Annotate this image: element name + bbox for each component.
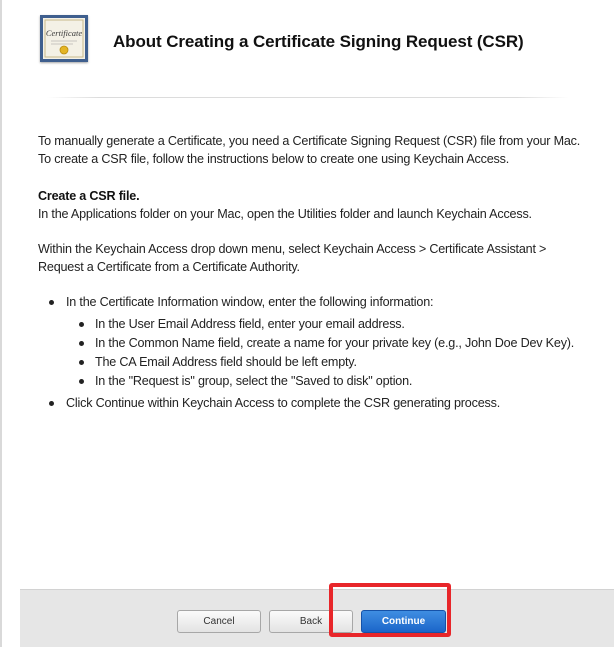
window-left-edge <box>0 0 2 647</box>
instructions-list <box>38 293 583 412</box>
keychain-menu-paragraph: Within the Keychain Access drop down menu, select Keychain Access > Certificate Assistant > Request a Certificate from a Certificate Authority. <box>38 242 547 274</box>
button-bar <box>20 589 614 647</box>
list-item-text: Click Continue within Keychain Access to complete the CSR generating process. <box>66 396 501 410</box>
page-title: About Creating a Certificate Signing Request (CSR) <box>113 32 524 51</box>
continue-button[interactable]: Continue <box>361 610 446 633</box>
applications-paragraph: In the Applications folder on your Mac, open the Utilities folder and launch Keychain Access. <box>38 207 532 221</box>
cancel-button[interactable]: Cancel <box>177 610 261 633</box>
instructions-content <box>38 132 583 415</box>
list-item-text: In the Certificate Information window, enter the following information: <box>66 295 434 309</box>
header-divider <box>47 97 569 98</box>
list-item <box>66 394 583 412</box>
list-item <box>66 293 583 390</box>
certificate-icon-label: Certificate <box>45 28 83 38</box>
back-button[interactable]: Back <box>269 610 353 633</box>
intro-paragraph: To manually generate a Certificate, you need a Certificate Signing Request (CSR) file from your Mac. To create a CSR file, follow the instructions below to create one using Keychain Access. <box>38 134 581 166</box>
certificate-icon <box>40 15 88 62</box>
sub-list-item: In the User Email Address field, enter your email address. <box>95 315 583 333</box>
sub-list-item: In the Common Name field, create a name for your private key (e.g., John Doe Dev Key). <box>95 334 583 352</box>
sub-list-item: In the "Request is" group, select the "Saved to disk" option. <box>95 372 583 390</box>
sub-instructions-list <box>66 315 583 390</box>
page-header <box>40 15 580 65</box>
sub-list-item: The CA Email Address field should be left empty. <box>95 353 583 371</box>
section-heading: Create a CSR file. <box>38 189 140 203</box>
